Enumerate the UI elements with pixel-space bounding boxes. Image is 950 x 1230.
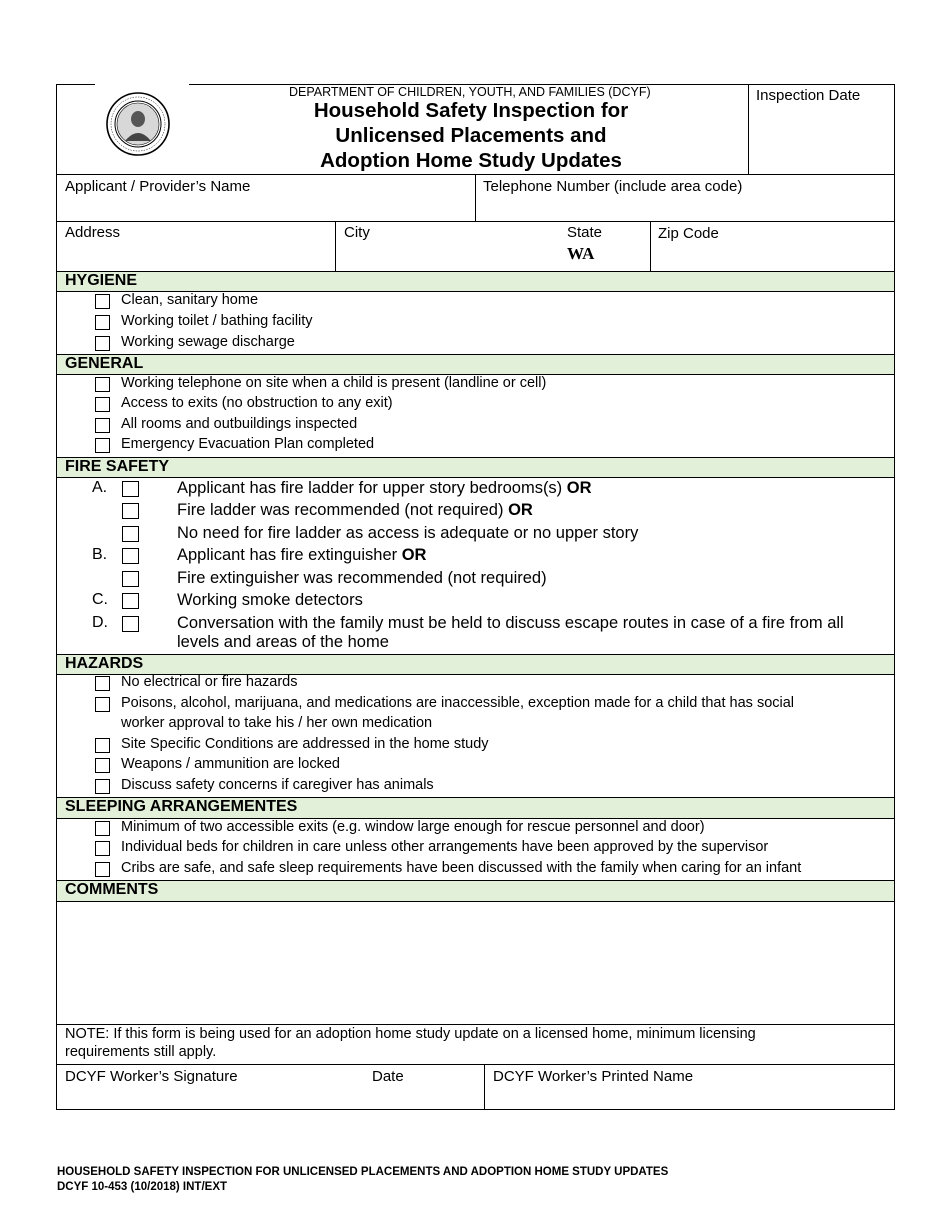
fire-extinguisher-item: Applicant has fire extinguisher OR [177, 546, 427, 564]
hygiene-item-1: Clean, sanitary home [121, 292, 259, 308]
washington-state-seal-icon [105, 91, 171, 157]
smoke-detectors-checkbox[interactable] [122, 593, 139, 609]
hazards-item-1: No electrical or fire hazards [121, 674, 298, 690]
fire-ladder-not-needed-item: No need for fire ladder as access is adequate or no upper story [177, 524, 639, 542]
row-divider [57, 1064, 894, 1065]
applicant-name-label: Applicant / Provider’s Name [65, 178, 251, 195]
city-field[interactable] [336, 243, 650, 271]
hazards-section-header: HAZARDS [57, 654, 894, 675]
general-checkbox-4[interactable] [95, 438, 110, 453]
fire-extinguisher-recommended-item: Fire extinguisher was recommended (not required) [177, 569, 547, 587]
form-title-line-3: Adoption Home Study Updates [320, 149, 622, 172]
inspection-date-label: Inspection Date [756, 87, 861, 104]
fire-letter-a: A. [92, 479, 108, 496]
row-divider [57, 1024, 894, 1025]
sleeping-item-3: Cribs are safe, and safe sleep requirements have been discussed with the family when caring for an infant [121, 860, 802, 876]
hazards-item-2: Poisons, alcohol, marijuana, and medications are inaccessible, exception made for a child that has social [121, 695, 795, 711]
hygiene-item-3: Working sewage discharge [121, 334, 295, 350]
sleeping-checkbox-1[interactable] [95, 821, 110, 836]
fire-letter-c: C. [92, 591, 108, 608]
date-label: Date [372, 1068, 404, 1085]
hygiene-checkbox-3[interactable] [95, 336, 110, 351]
hazards-item-4: Weapons / ammunition are locked [121, 756, 340, 772]
row-divider [57, 221, 894, 222]
applicant-name-field[interactable] [57, 197, 475, 221]
inspection-date-field[interactable] [749, 107, 895, 173]
general-section-header: GENERAL [57, 354, 894, 375]
general-checkbox-1[interactable] [95, 377, 110, 392]
comments-section-header: COMMENTS [57, 880, 894, 902]
printed-name-field[interactable] [485, 1087, 894, 1109]
telephone-label: Telephone Number (include area code) [483, 178, 743, 195]
hazards-item-5: Discuss safety concerns if caregiver has animals [121, 777, 434, 793]
fire-ladder-item: Applicant has fire ladder for upper story bedrooms(s) OR [177, 479, 592, 497]
city-label: City [344, 224, 370, 241]
fire-letter-b: B. [92, 546, 108, 563]
state-value[interactable]: WA [567, 244, 595, 263]
note-line-1: NOTE: If this form is being used for an adoption home study update on a licensed home, minimum licensing [65, 1026, 756, 1042]
zip-code-label: Zip Code [658, 225, 719, 242]
fire-extinguisher-recommended-checkbox[interactable] [122, 571, 139, 587]
general-item-4: Emergency Evacuation Plan completed [121, 436, 375, 452]
date-field[interactable] [357, 1087, 483, 1109]
general-item-3: All rooms and outbuildings inspected [121, 416, 358, 432]
escape-routes-checkbox[interactable] [122, 616, 139, 632]
sleeping-checkbox-3[interactable] [95, 862, 110, 877]
sleeping-checkbox-2[interactable] [95, 841, 110, 856]
general-checkbox-2[interactable] [95, 397, 110, 412]
hazards-checkbox-5[interactable] [95, 779, 110, 794]
hazards-checkbox-2[interactable] [95, 697, 110, 712]
footer-form-number: DCYF 10-453 (10/2018) INT/EXT [57, 1181, 228, 1193]
hazards-checkbox-1[interactable] [95, 676, 110, 691]
hazards-item-2-continued: worker approval to take his / her own medication [121, 715, 433, 731]
sleeping-item-1: Minimum of two accessible exits (e.g. window large enough for rescue personnel and door) [121, 819, 705, 835]
telephone-field[interactable] [476, 197, 894, 221]
hygiene-checkbox-2[interactable] [95, 315, 110, 330]
footer-title: HOUSEHOLD SAFETY INSPECTION FOR UNLICENSED PLACEMENTS AND ADOPTION HOME STUDY UPDATES [57, 1166, 669, 1178]
signature-field[interactable] [57, 1087, 357, 1109]
address-label: Address [65, 224, 121, 241]
hazards-checkbox-3[interactable] [95, 738, 110, 753]
sleeping-item-2: Individual beds for children in care unless other arrangements have been approved by the supervisor [121, 839, 769, 855]
hygiene-item-2: Working toilet / bathing facility [121, 313, 313, 329]
comments-textarea[interactable] [57, 902, 898, 1028]
zip-code-field[interactable] [651, 243, 894, 271]
department-name: DEPARTMENT OF CHILDREN, YOUTH, AND FAMILIES (DCYF) [289, 85, 651, 99]
hazards-checkbox-4[interactable] [95, 758, 110, 773]
inspection-form [56, 84, 895, 1110]
form-title-line-1: Household Safety Inspection for [313, 99, 629, 122]
state-label: State [567, 224, 603, 241]
smoke-detectors-item: Working smoke detectors [177, 591, 363, 609]
fire-extinguisher-checkbox[interactable] [122, 548, 139, 564]
fire-letter-d: D. [92, 614, 108, 631]
sleeping-section-header: SLEEPING ARRANGEMENTES [57, 797, 894, 819]
fire-ladder-recommended-checkbox[interactable] [122, 503, 139, 519]
hygiene-checkbox-1[interactable] [95, 294, 110, 309]
escape-routes-item-line-2: levels and areas of the home [177, 633, 389, 651]
escape-routes-item-line-1: Conversation with the family must be held to discuss escape routes in case of a fire from all [177, 614, 844, 632]
general-item-1: Working telephone on site when a child is present (landline or cell) [121, 375, 547, 391]
address-field[interactable] [57, 243, 335, 271]
general-checkbox-3[interactable] [95, 418, 110, 433]
signature-label: DCYF Worker’s Signature [65, 1068, 238, 1085]
general-item-2: Access to exits (no obstruction to any exit) [121, 395, 393, 411]
fire-ladder-checkbox[interactable] [122, 481, 139, 497]
fire-ladder-recommended-item: Fire ladder was recommended (not required) OR [177, 501, 533, 519]
note-line-2: requirements still apply. [65, 1044, 217, 1060]
header-border-gap [95, 83, 189, 87]
hazards-item-3: Site Specific Conditions are addressed in the home study [121, 736, 489, 752]
fire-safety-section-header: FIRE SAFETY [57, 457, 894, 478]
hygiene-section-header: HYGIENE [57, 271, 894, 292]
form-title-line-2: Unlicensed Placements and [335, 124, 607, 147]
printed-name-label: DCYF Worker’s Printed Name [493, 1068, 694, 1085]
fire-ladder-not-needed-checkbox[interactable] [122, 526, 139, 542]
